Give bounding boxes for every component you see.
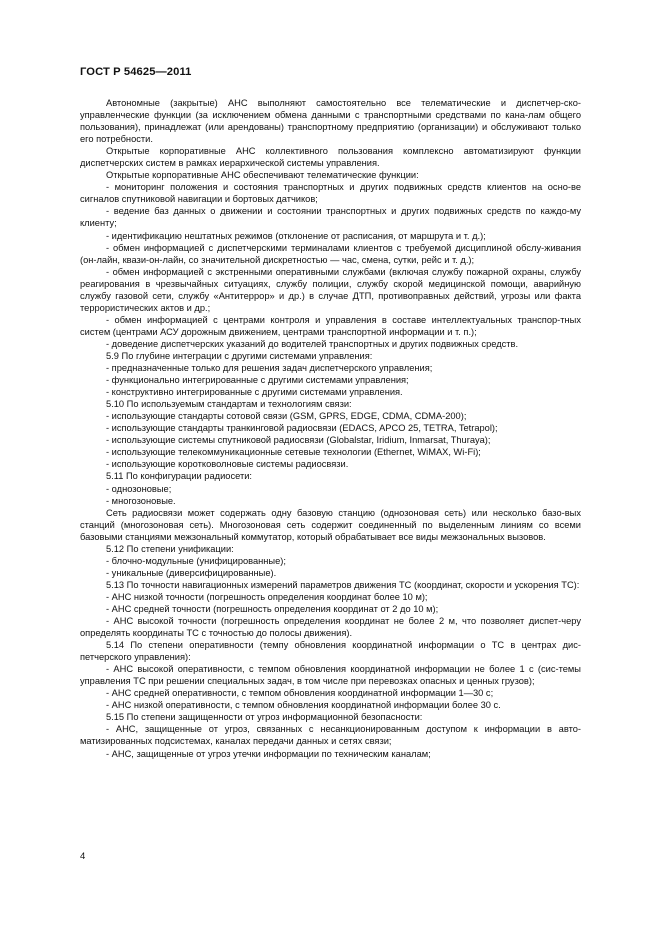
section-heading: 5.10 По используемым стандартам и технологиям связи: xyxy=(106,399,352,410)
list-item: - использующие системы спутниковой радиосвязи (Globalstar, Iridium, Inmarsat, Thuraya); xyxy=(106,435,491,446)
list-item: - ведение баз данных о движении и состоянии транспортных и других подвижных средств по каждо-му клиенту; xyxy=(80,206,581,229)
section-heading: 5.11 По конфигурации радиосети: xyxy=(106,471,252,482)
paragraph: Автономные (закрытые) АНС выполняют самостоятельно все телематические и диспетчер-ско-управленческие функции (за исключением обмена данными с транспортными средствами по кана-лам общего пользования), принадлежат (или арендованы) транспортному предприятию (организации) и обслуживают только его потребности. xyxy=(80,98,581,145)
list-item: - однозоновые; xyxy=(106,483,172,494)
list-item: - АНС высокой точности (погрешность определения координат не более 2 м, что позволяет диспет-черу определять координаты ТС с точностью до полосы движения). xyxy=(80,616,581,639)
section-heading: 5.12 По степени унификации: xyxy=(106,543,234,554)
list-item: - АНС средней точности (погрешность определения координат от 2 до 10 м); xyxy=(106,603,439,614)
standard-header: ГОСТ Р 54625—2011 xyxy=(80,66,192,78)
list-item: - обмен информацией с центрами контроля и управления в составе интеллектуальных транспор-тных систем (центрами АСУ дорожным движением, центрами транспортной информации и т. п.); xyxy=(80,314,581,337)
list-item: - блочно-модульные (унифицированные); xyxy=(106,555,286,566)
list-item: - предназначенные только для решения задач диспетчерского управления; xyxy=(106,363,433,374)
list-item: - конструктивно интегрированные с другими системами управления. xyxy=(106,387,403,398)
document-body xyxy=(80,97,581,760)
page-number: 4 xyxy=(80,851,86,862)
list-item: - использующие стандарты транкинговой радиосвязи (EDACS, APCO 25, TETRA, Tetrapol); xyxy=(106,423,498,434)
list-item: - АНС, защищенные от угроз, связанных с несанкционированным доступом к информации в авто-матизированных подсистемах, каналах передачи данных и сетях связи; xyxy=(80,724,581,747)
section-heading: 5.9 По глубине интеграции с другими системами управления: xyxy=(106,350,373,361)
list-item: - мониторинг положения и состояния транспортных и других подвижных средств клиентов на осно-ве сигналов спутниковой навигации и бортовых датчиков; xyxy=(80,182,581,205)
paragraph: Открытые корпоративные АНС коллективного пользования комплексно автоматизируют функции диспетчерских систем в рамках иерархической системы управления. xyxy=(80,146,581,169)
paragraph: Открытые корпоративные АНС обеспечивают телематические функции: xyxy=(106,170,419,181)
list-item: - АНС средней оперативности, с темпом обновления координатной информации 1—30 с; xyxy=(106,688,494,699)
list-item: - доведение диспетчерских указаний до водителей транспортных и других подвижных средств. xyxy=(106,338,519,349)
list-item: - обмен информацией с диспетчерскими терминалами клиентов с требуемой дисциплиной обслу-живания (он-лайн, квази-он-лайн, со значительной дискретностью — час, смена, сутки, рейс и т. д.); xyxy=(80,242,581,265)
list-item: - использующие стандарты сотовой связи (GSM, GPRS, EDGE, CDMA, CDMA-200); xyxy=(106,411,467,422)
list-item: - функционально интегрированные с другими системами управления; xyxy=(106,375,409,386)
list-item: - обмен информацией с экстренными оперативными службами (включая службу пожарной охраны, службу реагирования в чрезвычайных ситуациях, службу полиции, службу скорой медицинской помощи, аварийную службу газовой сети, службу «Антитеррор» и др.) в случае ДТП, противоправных действий, угрозы или факта террористических актов и др.; xyxy=(80,266,581,313)
list-item: - АНС низкой оперативности, с темпом обновления координатной информации более 30 с. xyxy=(106,700,501,711)
list-item: - идентификацию нештатных режимов (отклонение от расписания, от маршрута и т. д.); xyxy=(106,230,486,241)
list-item: - АНС низкой точности (погрешность определения координат более 10 м); xyxy=(106,591,428,602)
paragraph: Сеть радиосвязи может содержать одну базовую станцию (однозоновая сеть) или несколько базо-вых станций (многозоновая сеть). Многозоновая сеть содержит соединенный по выделенным линиям со всеми базовыми станциями межзональный коммутатор, который обрабатывает все виды межзональных вызовов. xyxy=(80,507,581,542)
list-item: - уникальные (диверсифицированные). xyxy=(106,567,277,578)
list-item: - использующие коротковолновые системы радиосвязи. xyxy=(106,459,349,470)
list-item: - АНС высокой оперативности, с темпом обновления координатной информации не более 1 с (сис-темы управления ТС при решении специальных задач, в том числе при перевозках опасных и ценных грузов); xyxy=(80,664,581,687)
section-heading: 5.13 По точности навигационных измерений параметров движения ТС (координат, скорости и ускорения ТС): xyxy=(106,579,580,590)
section-heading: 5.14 По степени оперативности (темпу обновления координатной информации о ТС в центрах дис-петчерского управления): xyxy=(80,640,581,663)
list-item: - многозоновые. xyxy=(106,495,176,506)
section-heading: 5.15 По степени защищенности от угроз информационной безопасности: xyxy=(106,712,423,723)
list-item: - использующие телекоммуникационные сетевые технологии (Ethernet, WiMAX, Wi-Fi); xyxy=(106,447,481,458)
list-item: - АНС, защищенные от угроз утечки информации по техническим каналам; xyxy=(106,748,431,759)
